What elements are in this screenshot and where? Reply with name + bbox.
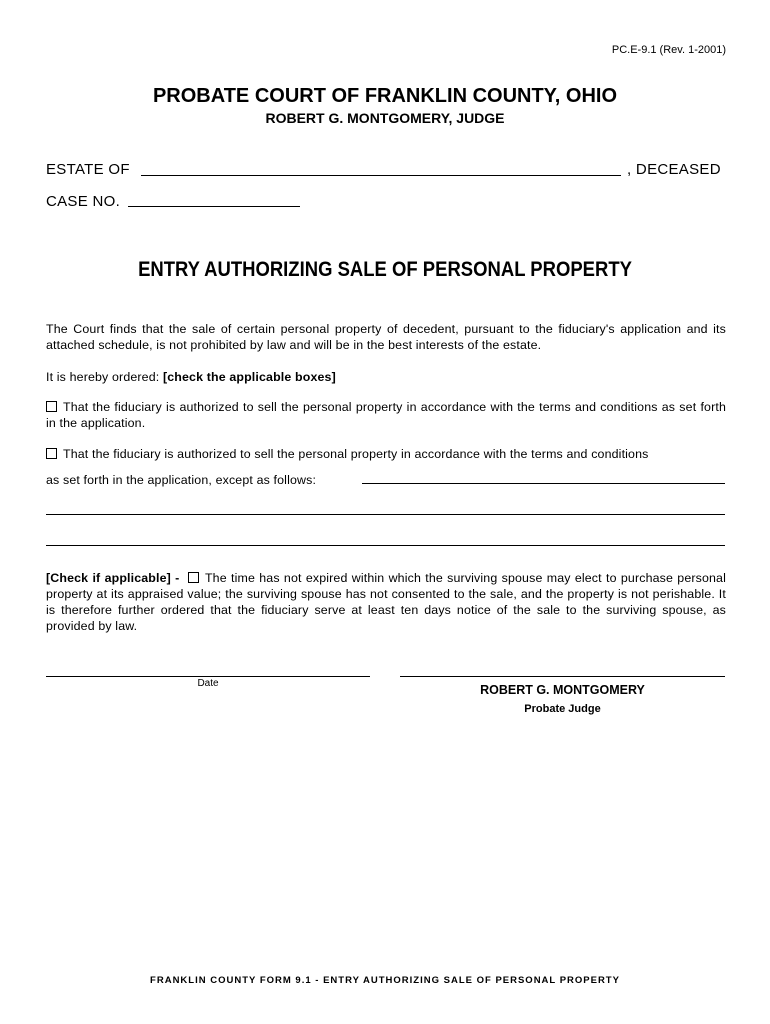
option-1 <box>46 399 726 431</box>
spouse-label: [Check if applicable] - <box>46 571 180 585</box>
judge-name: ROBERT G. MONTGOMERY <box>480 683 645 697</box>
option-2-text-line1: That the fiduciary is authorized to sell the personal property in accordance with the terms and conditions <box>63 447 649 461</box>
option-2-text-line2: as set forth in the application, except as follows: <box>46 473 317 487</box>
judge-title: Probate Judge <box>524 703 601 715</box>
case-number-value <box>128 192 134 209</box>
spouse-checkbox[interactable] <box>188 572 199 583</box>
option-1-text: That the fiduciary is authorized to sell the personal property in accordance with the terms and conditions as set forth in the application. <box>46 400 726 430</box>
date-line[interactable] <box>46 676 370 677</box>
judge-signature-line[interactable] <box>400 676 725 677</box>
deceased-label: , DECEASED <box>627 161 721 178</box>
exceptions-field-line-1[interactable] <box>362 470 725 484</box>
estate-value <box>141 161 147 178</box>
spouse-text: The time has not expired within which the surviving spouse may elect to purchase personal property at its appraised value; the surviving spouse has not consented to the sale, and the property is not perishable. It is therefore further ordered that the fiduciary serve at least ten days notice of the sale to the surviving spouse, as provided by law. <box>46 571 727 633</box>
spouse-paragraph <box>46 570 726 634</box>
court-name: PROBATE COURT OF FRANKLIN COUNTY, OHIO <box>152 85 618 107</box>
findings-paragraph: The Court finds that the sale of certain personal property of decedent, pursuant to the fiduciary's application and its attached schedule, is not prohibited by law and will be in the best interests of the estate. <box>46 322 726 352</box>
exceptions-field-line-3[interactable] <box>46 532 725 546</box>
estate-label: ESTATE OF <box>46 161 130 178</box>
court-judge: ROBERT G. MONTGOMERY, JUDGE <box>265 110 505 126</box>
option-2-checkbox[interactable] <box>46 448 57 459</box>
date-label: Date <box>197 678 219 689</box>
case-label: CASE NO. <box>46 193 121 210</box>
case-number-field[interactable] <box>128 192 300 207</box>
option-2 <box>46 446 726 462</box>
option-1-checkbox[interactable] <box>46 401 57 412</box>
ordered-prefix: It is hereby ordered: <box>46 370 163 384</box>
document-title: ENTRY AUTHORIZING SALE OF PERSONAL PROPERTY <box>138 258 632 281</box>
estate-field[interactable] <box>141 161 621 176</box>
form-number: PC.E-9.1 (Rev. 1-2001) <box>611 44 726 56</box>
exceptions-field-line-2[interactable] <box>46 501 725 515</box>
form-footer: FRANKLIN COUNTY FORM 9.1 - ENTRY AUTHORIZING SALE OF PERSONAL PROPERTY <box>150 975 620 986</box>
ordered-line <box>46 369 726 385</box>
ordered-instruction: [check the applicable boxes] <box>162 370 336 384</box>
